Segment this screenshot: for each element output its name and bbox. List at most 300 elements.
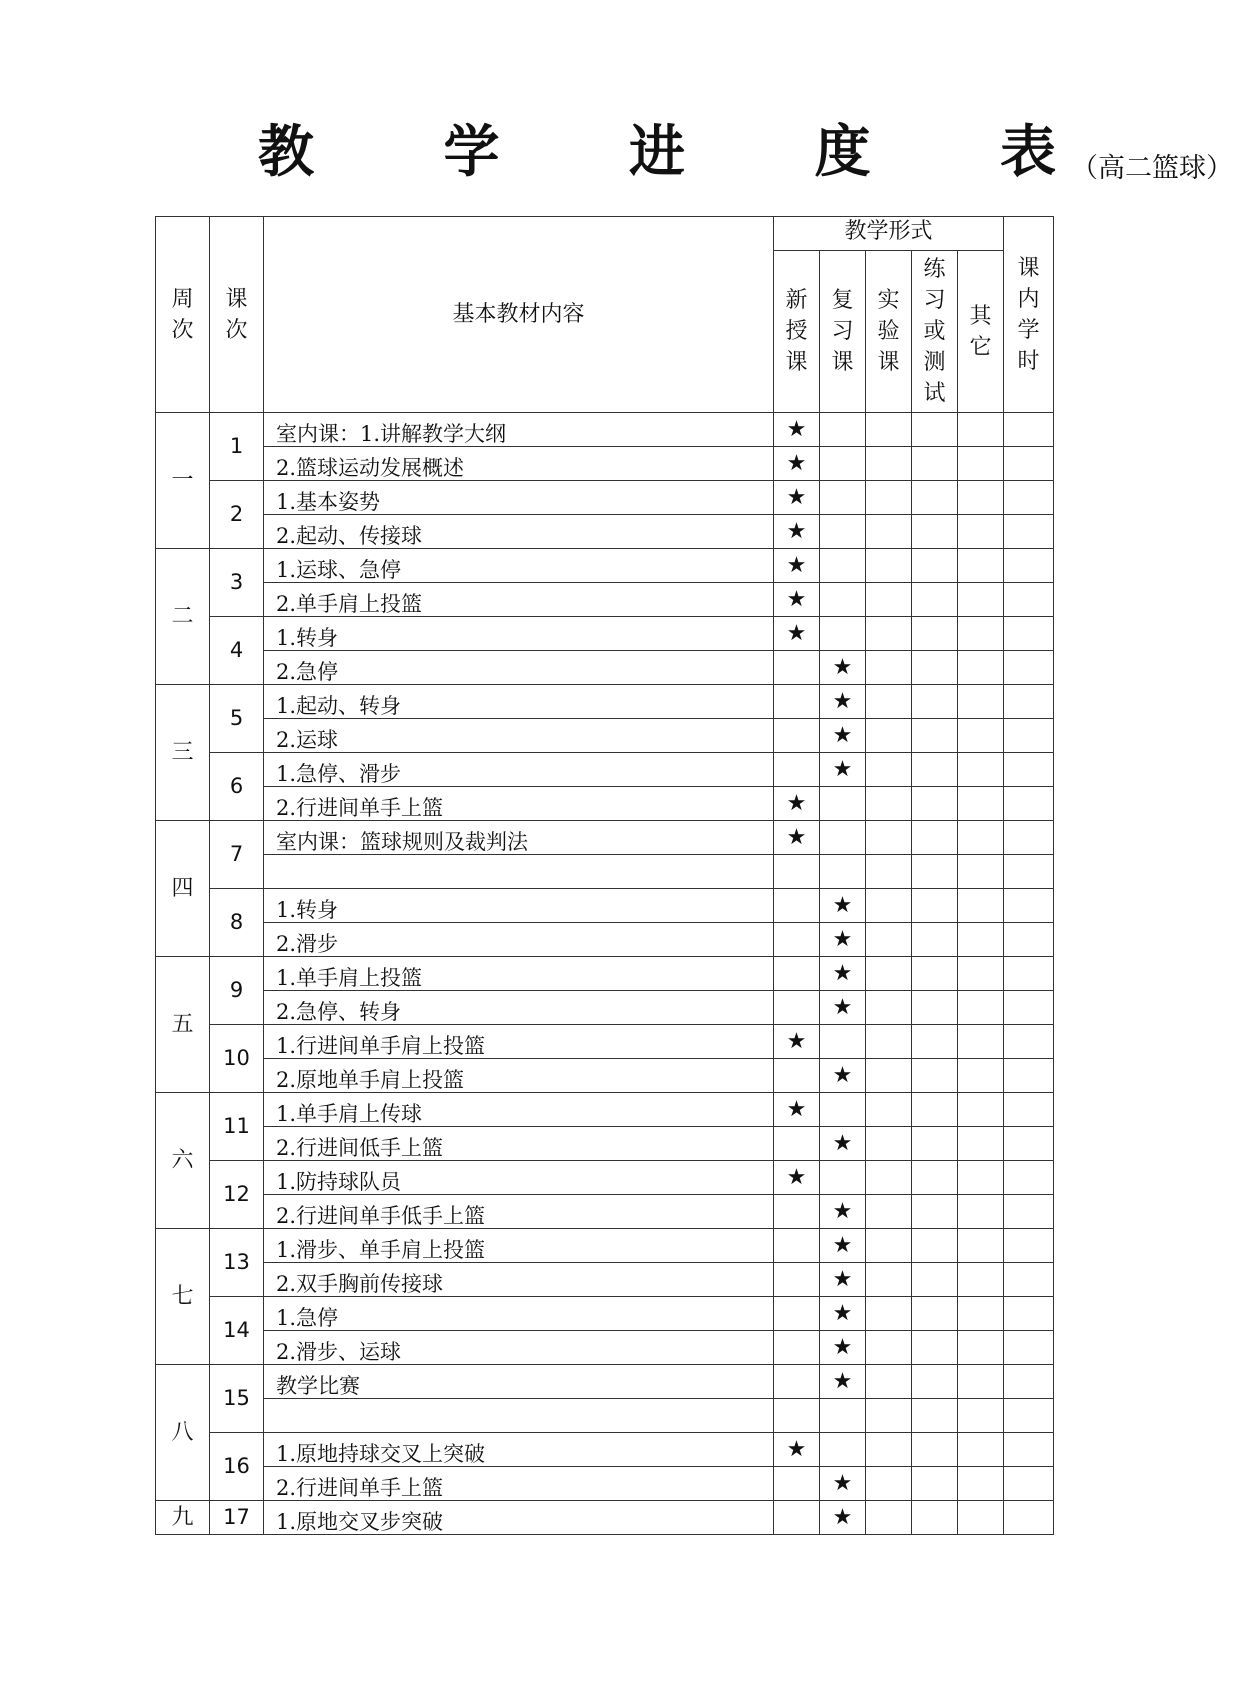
hours-cell bbox=[1004, 1161, 1054, 1195]
table-row bbox=[156, 1161, 1054, 1195]
table-row bbox=[156, 1195, 1054, 1229]
form-cell bbox=[912, 1467, 958, 1501]
star-mark-icon: ★ bbox=[820, 1229, 866, 1263]
form-cell bbox=[958, 1195, 1004, 1229]
form-cell bbox=[866, 821, 912, 855]
header-form-practice: 练 习 或 测 试 bbox=[912, 251, 958, 413]
week-cell: 三 bbox=[156, 685, 210, 821]
star-mark-icon: ★ bbox=[820, 1331, 866, 1365]
form-cell bbox=[866, 515, 912, 549]
form-cell bbox=[958, 1127, 1004, 1161]
form-cell bbox=[866, 1161, 912, 1195]
form-cell bbox=[866, 957, 912, 991]
form-cell bbox=[866, 481, 912, 515]
form-cell bbox=[774, 1229, 820, 1263]
table-row bbox=[156, 787, 1054, 821]
form-cell bbox=[912, 651, 958, 685]
form-cell bbox=[774, 991, 820, 1025]
form-cell bbox=[958, 991, 1004, 1025]
table-row bbox=[156, 957, 1054, 991]
lesson-number-cell: 6 bbox=[210, 753, 264, 821]
table-row bbox=[156, 515, 1054, 549]
form-cell bbox=[958, 549, 1004, 583]
star-mark-icon: ★ bbox=[820, 957, 866, 991]
hours-cell bbox=[1004, 1229, 1054, 1263]
hours-cell bbox=[1004, 991, 1054, 1025]
star-mark-icon: ★ bbox=[820, 1263, 866, 1297]
content-cell: 2.行进间单手上篮 bbox=[264, 1467, 774, 1501]
form-cell bbox=[912, 753, 958, 787]
hours-cell bbox=[1004, 889, 1054, 923]
week-cell: 六 bbox=[156, 1093, 210, 1229]
form-cell bbox=[866, 719, 912, 753]
content-cell: 1.单手肩上投篮 bbox=[264, 957, 774, 991]
form-cell bbox=[820, 549, 866, 583]
schedule-body bbox=[156, 413, 1054, 1535]
form-cell bbox=[774, 1331, 820, 1365]
content-cell: 教学比赛 bbox=[264, 1365, 774, 1399]
hours-cell bbox=[1004, 583, 1054, 617]
form-cell bbox=[958, 1297, 1004, 1331]
hours-cell bbox=[1004, 481, 1054, 515]
content-cell: 1.行进间单手肩上投篮 bbox=[264, 1025, 774, 1059]
form-cell bbox=[912, 1025, 958, 1059]
lesson-number-cell: 3 bbox=[210, 549, 264, 617]
form-cell bbox=[958, 1399, 1004, 1433]
form-cell bbox=[774, 923, 820, 957]
form-cell bbox=[774, 651, 820, 685]
form-cell bbox=[912, 481, 958, 515]
table-row bbox=[156, 651, 1054, 685]
table-row bbox=[156, 447, 1054, 481]
form-cell bbox=[958, 1025, 1004, 1059]
form-cell bbox=[958, 1365, 1004, 1399]
form-cell bbox=[958, 481, 1004, 515]
form-cell bbox=[912, 1229, 958, 1263]
content-cell: 1.基本姿势 bbox=[264, 481, 774, 515]
content-cell: 2.滑步、运球 bbox=[264, 1331, 774, 1365]
form-cell bbox=[866, 1501, 912, 1535]
hours-cell bbox=[1004, 1195, 1054, 1229]
hours-cell bbox=[1004, 1059, 1054, 1093]
form-cell bbox=[912, 957, 958, 991]
form-cell bbox=[958, 753, 1004, 787]
form-cell bbox=[958, 651, 1004, 685]
lesson-number-cell: 15 bbox=[210, 1365, 264, 1433]
form-cell bbox=[866, 549, 912, 583]
content-cell bbox=[264, 855, 774, 889]
content-cell: 1.原地持球交叉上突破 bbox=[264, 1433, 774, 1467]
table-row bbox=[156, 1297, 1054, 1331]
form-cell bbox=[912, 991, 958, 1025]
form-cell bbox=[958, 617, 1004, 651]
form-cell bbox=[958, 1433, 1004, 1467]
form-cell bbox=[774, 1501, 820, 1535]
content-cell: 1.原地交叉步突破 bbox=[264, 1501, 774, 1535]
table-row bbox=[156, 1127, 1054, 1161]
content-cell bbox=[264, 1399, 774, 1433]
form-cell bbox=[866, 1433, 912, 1467]
content-cell: 2.起动、传接球 bbox=[264, 515, 774, 549]
table-row bbox=[156, 1433, 1054, 1467]
form-cell bbox=[866, 1229, 912, 1263]
content-cell: 2.行进间单手上篮 bbox=[264, 787, 774, 821]
star-mark-icon: ★ bbox=[820, 1467, 866, 1501]
star-mark-icon: ★ bbox=[820, 719, 866, 753]
hours-cell bbox=[1004, 821, 1054, 855]
table-row bbox=[156, 481, 1054, 515]
form-cell bbox=[774, 685, 820, 719]
hours-cell bbox=[1004, 1263, 1054, 1297]
form-cell bbox=[958, 1161, 1004, 1195]
lesson-number-cell: 8 bbox=[210, 889, 264, 957]
form-cell bbox=[912, 1331, 958, 1365]
form-cell bbox=[912, 1263, 958, 1297]
lesson-number-cell: 13 bbox=[210, 1229, 264, 1297]
content-cell: 2.单手肩上投篮 bbox=[264, 583, 774, 617]
content-cell: 2.急停 bbox=[264, 651, 774, 685]
hours-cell bbox=[1004, 923, 1054, 957]
form-cell bbox=[774, 1263, 820, 1297]
content-cell: 1.转身 bbox=[264, 889, 774, 923]
hours-cell bbox=[1004, 1501, 1054, 1535]
form-cell bbox=[866, 413, 912, 447]
hours-cell bbox=[1004, 1093, 1054, 1127]
form-cell bbox=[866, 583, 912, 617]
week-cell: 四 bbox=[156, 821, 210, 957]
form-cell bbox=[820, 1161, 866, 1195]
form-cell bbox=[866, 1093, 912, 1127]
lesson-number-cell: 1 bbox=[210, 413, 264, 481]
content-cell: 2.原地单手肩上投篮 bbox=[264, 1059, 774, 1093]
form-cell bbox=[774, 957, 820, 991]
hours-cell bbox=[1004, 1331, 1054, 1365]
hours-cell bbox=[1004, 753, 1054, 787]
table-row bbox=[156, 1467, 1054, 1501]
form-cell bbox=[912, 923, 958, 957]
week-cell: 二 bbox=[156, 549, 210, 685]
form-cell bbox=[912, 1059, 958, 1093]
table-row bbox=[156, 1059, 1054, 1093]
star-mark-icon: ★ bbox=[820, 889, 866, 923]
hours-cell bbox=[1004, 549, 1054, 583]
form-cell bbox=[820, 583, 866, 617]
table-row bbox=[156, 719, 1054, 753]
form-cell bbox=[912, 685, 958, 719]
form-cell bbox=[774, 1399, 820, 1433]
table-row bbox=[156, 821, 1054, 855]
lesson-number-cell: 5 bbox=[210, 685, 264, 753]
table-row bbox=[156, 413, 1054, 447]
content-cell: 1.滑步、单手肩上投篮 bbox=[264, 1229, 774, 1263]
form-cell bbox=[774, 1297, 820, 1331]
star-mark-icon: ★ bbox=[820, 651, 866, 685]
form-cell bbox=[820, 481, 866, 515]
star-mark-icon: ★ bbox=[820, 685, 866, 719]
table-row bbox=[156, 1399, 1054, 1433]
lesson-number-cell: 12 bbox=[210, 1161, 264, 1229]
lesson-number-cell: 7 bbox=[210, 821, 264, 889]
week-cell: 一 bbox=[156, 413, 210, 549]
table-row bbox=[156, 549, 1054, 583]
content-cell: 1.运球、急停 bbox=[264, 549, 774, 583]
hours-cell bbox=[1004, 787, 1054, 821]
star-mark-icon: ★ bbox=[820, 1195, 866, 1229]
form-cell bbox=[866, 991, 912, 1025]
table-row bbox=[156, 685, 1054, 719]
form-cell bbox=[774, 855, 820, 889]
table-row bbox=[156, 855, 1054, 889]
form-cell bbox=[774, 1195, 820, 1229]
week-cell: 九 bbox=[156, 1501, 210, 1535]
form-cell bbox=[866, 617, 912, 651]
form-cell bbox=[912, 855, 958, 889]
form-cell bbox=[774, 753, 820, 787]
table-row bbox=[156, 1025, 1054, 1059]
hours-cell bbox=[1004, 617, 1054, 651]
star-mark-icon: ★ bbox=[774, 787, 820, 821]
content-cell: 1.急停、滑步 bbox=[264, 753, 774, 787]
lesson-number-cell: 14 bbox=[210, 1297, 264, 1365]
star-mark-icon: ★ bbox=[820, 1127, 866, 1161]
form-cell bbox=[820, 855, 866, 889]
hours-cell bbox=[1004, 1365, 1054, 1399]
table-row bbox=[156, 1093, 1054, 1127]
week-cell: 五 bbox=[156, 957, 210, 1093]
star-mark-icon: ★ bbox=[774, 413, 820, 447]
form-cell bbox=[958, 1263, 1004, 1297]
hours-cell bbox=[1004, 515, 1054, 549]
header-content: 基本教材内容 bbox=[264, 217, 774, 413]
form-cell bbox=[866, 1263, 912, 1297]
form-cell bbox=[774, 1365, 820, 1399]
hours-cell bbox=[1004, 1433, 1054, 1467]
star-mark-icon: ★ bbox=[774, 1433, 820, 1467]
content-cell: 1.急停 bbox=[264, 1297, 774, 1331]
content-cell: 2.行进间单手低手上篮 bbox=[264, 1195, 774, 1229]
table-row bbox=[156, 1229, 1054, 1263]
content-cell: 1.单手肩上传球 bbox=[264, 1093, 774, 1127]
table-row bbox=[156, 753, 1054, 787]
lesson-number-cell: 17 bbox=[210, 1501, 264, 1535]
form-cell bbox=[820, 413, 866, 447]
content-cell: 2.行进间低手上篮 bbox=[264, 1127, 774, 1161]
hours-cell bbox=[1004, 1025, 1054, 1059]
form-cell bbox=[912, 1195, 958, 1229]
hours-cell bbox=[1004, 447, 1054, 481]
star-mark-icon: ★ bbox=[774, 1025, 820, 1059]
form-cell bbox=[866, 753, 912, 787]
star-mark-icon: ★ bbox=[820, 1365, 866, 1399]
form-cell bbox=[866, 1331, 912, 1365]
star-mark-icon: ★ bbox=[774, 583, 820, 617]
form-cell bbox=[866, 889, 912, 923]
star-mark-icon: ★ bbox=[820, 1059, 866, 1093]
star-mark-icon: ★ bbox=[774, 821, 820, 855]
hours-cell bbox=[1004, 855, 1054, 889]
content-cell: 1.防持球队员 bbox=[264, 1161, 774, 1195]
form-cell bbox=[866, 1059, 912, 1093]
header-form-experiment: 实 验 课 bbox=[866, 251, 912, 413]
form-cell bbox=[774, 889, 820, 923]
form-cell bbox=[912, 583, 958, 617]
lesson-number-cell: 11 bbox=[210, 1093, 264, 1161]
hours-cell bbox=[1004, 413, 1054, 447]
hours-cell bbox=[1004, 651, 1054, 685]
form-cell bbox=[958, 1331, 1004, 1365]
header-teaching-form: 教学形式 bbox=[774, 217, 1004, 251]
header-class-hours: 课 内 学 时 bbox=[1004, 217, 1054, 413]
form-cell bbox=[912, 549, 958, 583]
star-mark-icon: ★ bbox=[820, 1297, 866, 1331]
form-cell bbox=[774, 1127, 820, 1161]
form-cell bbox=[958, 855, 1004, 889]
form-cell bbox=[866, 1399, 912, 1433]
week-cell: 八 bbox=[156, 1365, 210, 1501]
star-mark-icon: ★ bbox=[820, 991, 866, 1025]
form-cell bbox=[912, 1399, 958, 1433]
hours-cell bbox=[1004, 1297, 1054, 1331]
form-cell bbox=[958, 957, 1004, 991]
table-row bbox=[156, 1365, 1054, 1399]
form-cell bbox=[866, 685, 912, 719]
form-cell bbox=[912, 821, 958, 855]
lesson-number-cell: 16 bbox=[210, 1433, 264, 1501]
star-mark-icon: ★ bbox=[774, 481, 820, 515]
star-mark-icon: ★ bbox=[774, 1161, 820, 1195]
star-mark-icon: ★ bbox=[774, 1093, 820, 1127]
form-cell bbox=[820, 1025, 866, 1059]
form-cell bbox=[958, 583, 1004, 617]
header-form-new: 新 授 课 bbox=[774, 251, 820, 413]
form-cell bbox=[958, 787, 1004, 821]
hours-cell bbox=[1004, 1127, 1054, 1161]
form-cell bbox=[912, 1093, 958, 1127]
form-cell bbox=[958, 821, 1004, 855]
content-cell: 2.滑步 bbox=[264, 923, 774, 957]
form-cell bbox=[958, 1229, 1004, 1263]
form-cell bbox=[820, 1433, 866, 1467]
form-cell bbox=[912, 617, 958, 651]
form-cell bbox=[866, 787, 912, 821]
star-mark-icon: ★ bbox=[820, 1501, 866, 1535]
form-cell bbox=[866, 1195, 912, 1229]
star-mark-icon: ★ bbox=[774, 549, 820, 583]
table-row bbox=[156, 889, 1054, 923]
form-cell bbox=[912, 515, 958, 549]
hours-cell bbox=[1004, 1467, 1054, 1501]
header-form-other: 其 它 bbox=[958, 251, 1004, 413]
table-row bbox=[156, 1331, 1054, 1365]
form-cell bbox=[820, 1399, 866, 1433]
schedule-table bbox=[155, 216, 1054, 1535]
form-cell bbox=[958, 1059, 1004, 1093]
page-title: 教 学 进 度 表 bbox=[258, 119, 1111, 185]
form-cell bbox=[820, 821, 866, 855]
table-row bbox=[156, 1263, 1054, 1297]
form-cell bbox=[820, 515, 866, 549]
form-cell bbox=[958, 685, 1004, 719]
form-cell bbox=[866, 1365, 912, 1399]
hours-cell bbox=[1004, 685, 1054, 719]
form-cell bbox=[866, 1297, 912, 1331]
form-cell bbox=[912, 719, 958, 753]
form-cell bbox=[958, 889, 1004, 923]
lesson-number-cell: 4 bbox=[210, 617, 264, 685]
table-row bbox=[156, 1501, 1054, 1535]
form-cell bbox=[866, 1127, 912, 1161]
hours-cell bbox=[1004, 1399, 1054, 1433]
star-mark-icon: ★ bbox=[820, 753, 866, 787]
content-cell: 1.转身 bbox=[264, 617, 774, 651]
form-cell bbox=[774, 1467, 820, 1501]
form-cell bbox=[912, 1127, 958, 1161]
content-cell: 2.运球 bbox=[264, 719, 774, 753]
header-week: 周 次 bbox=[156, 217, 210, 413]
content-cell: 室内课：篮球规则及裁判法 bbox=[264, 821, 774, 855]
form-cell bbox=[958, 1467, 1004, 1501]
form-cell bbox=[774, 719, 820, 753]
content-cell: 2.急停、转身 bbox=[264, 991, 774, 1025]
star-mark-icon: ★ bbox=[820, 923, 866, 957]
week-cell: 七 bbox=[156, 1229, 210, 1365]
form-cell bbox=[820, 787, 866, 821]
form-cell bbox=[820, 1093, 866, 1127]
form-cell bbox=[912, 1433, 958, 1467]
form-cell bbox=[866, 447, 912, 481]
form-cell bbox=[866, 1467, 912, 1501]
content-cell: 1.起动、转身 bbox=[264, 685, 774, 719]
form-cell bbox=[958, 1093, 1004, 1127]
content-cell: 室内课：1.讲解教学大纲 bbox=[264, 413, 774, 447]
form-cell bbox=[774, 1059, 820, 1093]
form-cell bbox=[912, 1501, 958, 1535]
content-cell: 2.篮球运动发展概述 bbox=[264, 447, 774, 481]
form-cell bbox=[912, 447, 958, 481]
form-cell bbox=[912, 889, 958, 923]
form-cell bbox=[912, 413, 958, 447]
form-cell bbox=[912, 787, 958, 821]
form-cell bbox=[912, 1161, 958, 1195]
form-cell bbox=[958, 413, 1004, 447]
table-row bbox=[156, 617, 1054, 651]
form-cell bbox=[958, 515, 1004, 549]
header-lesson: 课 次 bbox=[210, 217, 264, 413]
form-cell bbox=[912, 1297, 958, 1331]
form-cell bbox=[866, 651, 912, 685]
lesson-number-cell: 2 bbox=[210, 481, 264, 549]
form-cell bbox=[820, 447, 866, 481]
hours-cell bbox=[1004, 719, 1054, 753]
form-cell bbox=[820, 617, 866, 651]
form-cell bbox=[958, 447, 1004, 481]
form-cell bbox=[866, 923, 912, 957]
table-row bbox=[156, 991, 1054, 1025]
form-cell bbox=[958, 719, 1004, 753]
star-mark-icon: ★ bbox=[774, 515, 820, 549]
table-row bbox=[156, 583, 1054, 617]
form-cell bbox=[912, 1365, 958, 1399]
page-subtitle: （高二篮球） bbox=[1070, 153, 1233, 184]
form-cell bbox=[958, 923, 1004, 957]
form-cell bbox=[958, 1501, 1004, 1535]
form-cell bbox=[866, 855, 912, 889]
title-block bbox=[258, 108, 1233, 188]
star-mark-icon: ★ bbox=[774, 447, 820, 481]
hours-cell bbox=[1004, 957, 1054, 991]
lesson-number-cell: 10 bbox=[210, 1025, 264, 1093]
lesson-number-cell: 9 bbox=[210, 957, 264, 1025]
